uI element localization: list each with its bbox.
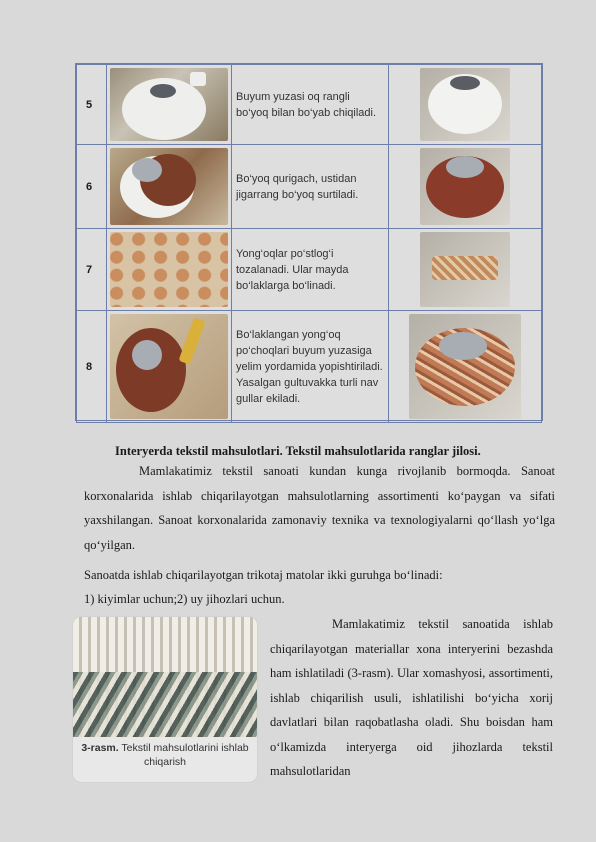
step-photo: [107, 311, 232, 423]
paragraph: 1) kiyimlar uchun;2) uy jihozlari uchun.: [84, 592, 285, 606]
result-photo: [389, 145, 542, 229]
paragraph: Mamlakatimiz tekstil sanoati kundan kunga rivojlanib bormoqda. Sanoat korxonalarida ishlab chiqarilayotgan mahsulotlarning assortimenti ko‘paygan va sifati yaxshilangan. Sanoat korxonalarida zamonaviy texnika va texnologiyalarni qo‘llash yo‘lga qo‘yilgan.: [84, 464, 555, 552]
figure-caption: [73, 741, 257, 769]
paragraph: Mamlakatimiz tekstil sanoatida ishlab chiqarilayotgan materiallar xona interyerini bezashda ham ishlatiladi (3-rasm). Ular xomashyosi, assortimenti, ishlab chiqarilish usuli, ishlatilishi bo‘yicha xorij davlatlari bilan raqobatlasha oladi. Shu boisdan ham o‘lkamizda interyerga oid jihozlarda tekstil mahsulotlaridan: [270, 617, 553, 778]
step-description: Bo‘laklangan yong‘oq po‘choqlari buyum yuzasiga yelim yordamida yopishtiriladi. Yasalgan gultuvakka turli nav gullar ekiladi.: [232, 311, 389, 423]
section-heading: Interyerda tekstil mahsulotlari. Tekstil mahsulotlarida ranglar jilosi.: [115, 444, 481, 458]
figure-label: 3-rasm.: [81, 742, 119, 754]
step-number: 8: [77, 311, 107, 423]
step-photo: [107, 145, 232, 229]
step-number: 6: [77, 145, 107, 229]
paragraph: Sanoatda ishlab chiqarilayotgan trikotaj matolar ikki guruhga bo‘linadi:: [84, 568, 443, 582]
result-photo: [389, 311, 542, 423]
table-row: [77, 145, 542, 229]
step-number: 7: [77, 229, 107, 311]
craft-steps-table: [75, 63, 543, 421]
step-description: Yong‘oqlar po‘stlog‘i tozalanadi. Ular mayda bo‘laklarga bo‘linadi.: [232, 229, 389, 311]
figure-caption-text: Tekstil mahsulotlarini ishlab chiqarish: [121, 742, 249, 768]
step-description: Bo‘yoq qurigach, ustidan jigarrang bo‘yoq surtiladi.: [232, 145, 389, 229]
step-description: Buyum yuzasi oq rangli bo‘yoq bilan bo‘yab chiqiladi.: [232, 65, 389, 145]
table-row: [77, 229, 542, 311]
result-photo: [389, 65, 542, 145]
table-row: [77, 311, 542, 423]
step-photo: [107, 229, 232, 311]
result-photo: [389, 229, 542, 311]
step-number: 5: [77, 65, 107, 145]
figure-textile-production: [73, 617, 257, 782]
step-photo: [107, 65, 232, 145]
table-row: [77, 65, 542, 145]
